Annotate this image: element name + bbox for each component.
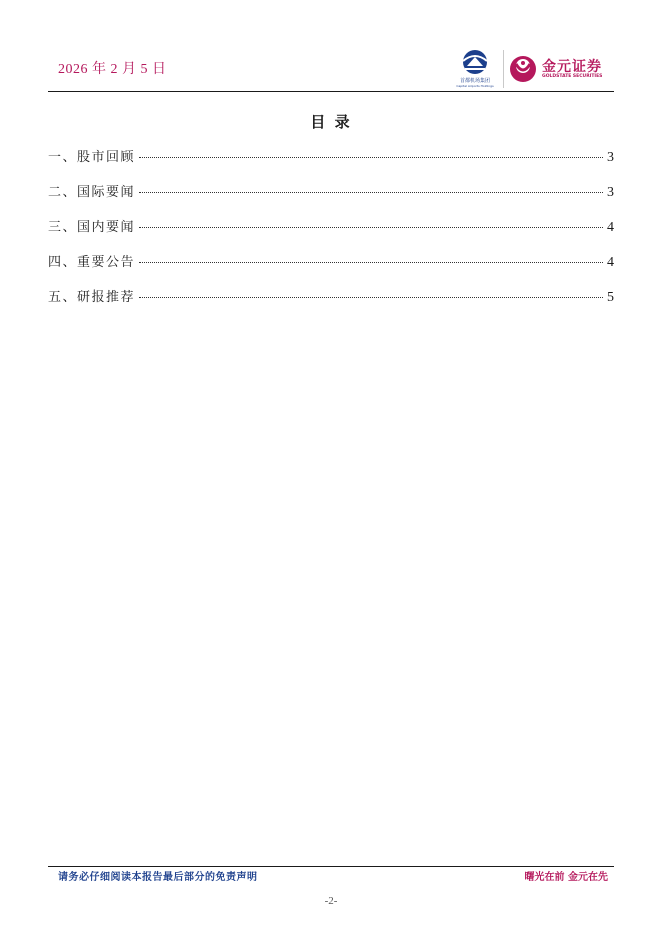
- goldstate-name: 金元证券: [542, 59, 602, 75]
- toc-entry-label: 四、重要公告: [48, 255, 136, 270]
- logo-divider: [503, 50, 504, 88]
- page-number: -2-: [324, 895, 338, 907]
- header-logos: [452, 48, 612, 90]
- company-slogan: 曙光在前 金元在先: [524, 872, 608, 883]
- goldstate-emblem-icon: [508, 54, 538, 84]
- capital-airports-subtitle: Capital Airports Holdings: [456, 84, 494, 88]
- toc-entry-label: 一、股市回顾: [48, 150, 136, 165]
- toc-entry-label: 三、国内要闻: [48, 220, 136, 235]
- toc-dot-leader: [139, 297, 603, 298]
- airport-emblem-icon: [452, 48, 498, 78]
- toc-dot-leader: [139, 192, 603, 193]
- toc-dot-leader: [139, 262, 603, 263]
- goldstate-logo: [508, 52, 612, 86]
- toc-dot-leader: [139, 227, 603, 228]
- report-date: 2026 年 2 月 5 日: [58, 62, 167, 77]
- toc-entry[interactable]: [48, 251, 614, 286]
- toc-title: 目 录: [310, 113, 352, 131]
- toc-entry[interactable]: [48, 216, 614, 251]
- goldstate-subtitle: GOLDSTATE SECURITIES: [542, 74, 603, 79]
- toc-entry-page: 4: [607, 255, 614, 270]
- header-divider: [48, 91, 614, 92]
- capital-airports-logo: [452, 48, 498, 90]
- toc-entry-label: 二、国际要闻: [48, 185, 136, 200]
- toc-entry[interactable]: [48, 146, 614, 181]
- toc-entry[interactable]: [48, 286, 614, 321]
- footer-divider: [48, 866, 614, 867]
- toc-entry-label: 五、研报推荐: [48, 290, 136, 305]
- capital-airports-name: 首都机场集团: [459, 78, 490, 84]
- toc-dot-leader: [139, 157, 603, 158]
- table-of-contents: [48, 146, 614, 321]
- toc-entry-page: 3: [607, 185, 614, 200]
- disclaimer-notice: 请务必仔细阅读本报告最后部分的免责声明: [58, 872, 258, 883]
- toc-entry-page: 3: [607, 150, 614, 165]
- toc-entry-page: 5: [607, 290, 614, 305]
- toc-entry[interactable]: [48, 181, 614, 216]
- toc-entry-page: 4: [607, 220, 614, 235]
